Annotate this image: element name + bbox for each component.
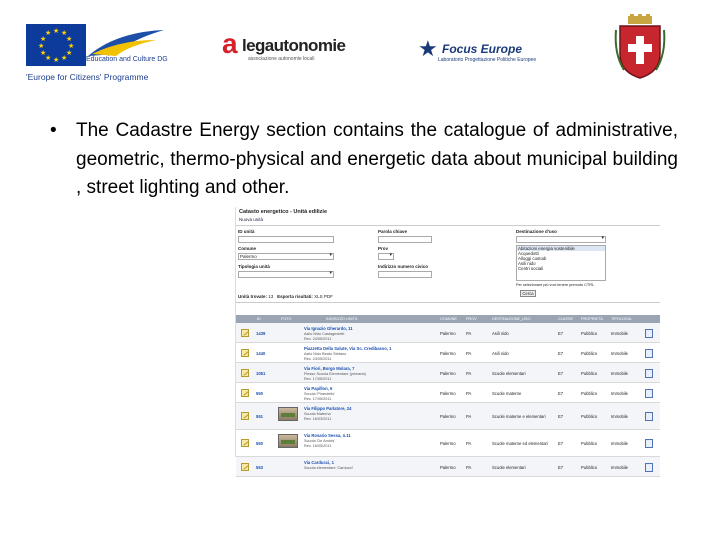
table-row[interactable] — [236, 323, 660, 343]
parola-input[interactable] — [378, 236, 432, 243]
col-tipologia[interactable]: TIPOLOGIA — [611, 317, 632, 321]
row-tipologia: Immobile — [611, 414, 628, 419]
row-destinazione: Scuole elementari — [492, 371, 526, 376]
row-tipologia: Immobile — [611, 351, 628, 356]
document-icon[interactable] — [645, 439, 653, 448]
embedded-screenshot — [235, 207, 660, 470]
col-prov[interactable]: PROV — [466, 317, 477, 321]
document-icon[interactable] — [645, 349, 653, 358]
row-comune: Palermo — [440, 465, 456, 470]
edit-icon[interactable] — [241, 329, 249, 337]
building-photo[interactable] — [278, 407, 298, 421]
row-prov: PA — [466, 465, 472, 470]
list-item[interactable]: Abitazioni energia sostenibile — [517, 246, 605, 251]
row-id[interactable]: 553 — [256, 465, 263, 470]
id-input[interactable] — [238, 236, 334, 243]
document-icon[interactable] — [645, 412, 653, 421]
edit-icon[interactable] — [241, 349, 249, 357]
table-row[interactable] — [236, 363, 660, 383]
row-id[interactable]: 550 — [256, 441, 263, 446]
row-address[interactable]: Piazzetta Della Salute, Via Sc. Credibasso, 1 — [304, 346, 392, 351]
municipal-crest-icon — [614, 14, 666, 80]
row-address[interactable]: Via Carducci, 1 — [304, 460, 334, 465]
row-proprieta: Pubblico — [581, 351, 598, 356]
row-proprieta: Pubblico — [581, 371, 598, 376]
row-comune: Palermo — [440, 391, 456, 396]
prov-label: Prov — [378, 246, 389, 251]
row-tipologia: Immobile — [611, 441, 628, 446]
row-id[interactable]: 1440 — [256, 351, 266, 356]
comune-select[interactable]: Palermo ▾ — [238, 253, 334, 260]
eu-flag-logo: ★ ★ ★ ★ ★ ★ ★ ★ ★ ★ ★ ★ — [26, 24, 86, 66]
row-proprieta: Pubblico — [581, 414, 598, 419]
table-row[interactable] — [236, 457, 660, 477]
comune-label: Comune — [238, 246, 256, 251]
row-classe: E7 — [558, 351, 564, 356]
row-destinazione: Scuole materne ed elementari — [492, 441, 548, 446]
row-description: Scuola 'Pirandello' — [304, 392, 335, 396]
results-label: Unità trovate: — [238, 294, 268, 299]
row-prov: PA — [466, 414, 472, 419]
row-destinazione: Scuole materne — [492, 391, 522, 396]
edit-icon[interactable] — [241, 412, 249, 420]
document-icon[interactable] — [645, 389, 653, 398]
row-prov: PA — [466, 331, 472, 336]
edit-icon[interactable] — [241, 389, 249, 397]
edit-icon[interactable] — [241, 369, 249, 377]
bullet-text: The Cadastre Energy section contains the catalogue of administrative, geometric, thermo-physical and energetic data about municipal building , street lighting and other. — [76, 120, 678, 198]
row-classe: E7 — [558, 441, 564, 446]
row-prov: PA — [466, 391, 472, 396]
row-description: Scuola elementare 'Carducci' — [304, 466, 354, 470]
col-destinazione[interactable]: DESTINAZIONE_USO — [492, 317, 531, 321]
row-comune: Palermo — [440, 331, 456, 336]
col-comune[interactable]: COMUNE — [440, 317, 457, 321]
filter-panel — [236, 225, 660, 303]
building-photo[interactable] — [278, 434, 298, 448]
col-classe[interactable]: CLASSE — [558, 317, 573, 321]
bullet-dot: • — [50, 120, 57, 141]
row-proprieta: Pubblico — [581, 441, 598, 446]
document-icon[interactable] — [645, 463, 653, 472]
new-unit-link[interactable]: Nuova unità — [239, 217, 264, 222]
results-count: 13 — [268, 294, 274, 299]
document-icon[interactable] — [645, 329, 653, 338]
row-revision: Rev. 24/05/2011 — [304, 337, 332, 341]
row-classe: E7 — [558, 371, 564, 376]
list-item[interactable]: Asili nido — [518, 261, 536, 266]
row-tipologia: Immobile — [611, 391, 628, 396]
table-row[interactable] — [236, 403, 660, 430]
lega-a-icon: a — [222, 28, 238, 59]
row-id[interactable]: 1439 — [256, 331, 266, 336]
document-icon[interactable] — [645, 369, 653, 378]
row-prov: PA — [466, 351, 472, 356]
row-classe: E7 — [558, 465, 564, 470]
row-comune: Palermo — [440, 414, 456, 419]
indirizzo-label: Indirizzo numero civico — [378, 264, 429, 269]
focus-name: Focus Europe — [442, 42, 523, 56]
row-comune: Palermo — [440, 441, 456, 446]
parola-label: Parola chiave — [378, 229, 408, 234]
row-revision: Rev. 17/05/2011 — [304, 397, 332, 401]
destinazione-listbox[interactable] — [516, 245, 606, 281]
row-id[interactable]: 551 — [256, 414, 263, 419]
edit-icon[interactable] — [241, 463, 249, 471]
tipologia-label: Tipologia unità — [238, 264, 270, 269]
cerca-button[interactable]: Cerca — [520, 290, 536, 297]
star-icon: ★ — [418, 36, 438, 61]
row-address[interactable]: Via Ignazio Gherardo, 11 — [304, 326, 353, 331]
row-id[interactable]: 550 — [256, 391, 263, 396]
table-header — [236, 315, 660, 323]
row-comune: Palermo — [440, 371, 456, 376]
row-revision: Rev. 24/05/2011 — [304, 357, 332, 361]
row-destinazione: Scuole elementari — [492, 465, 526, 470]
list-item[interactable]: Centri sociali — [518, 266, 544, 271]
row-tipologia: Immobile — [611, 371, 628, 376]
row-classe: E7 — [558, 331, 564, 336]
row-destinazione: Scuole materne e elementari — [492, 414, 546, 419]
table-row[interactable] — [236, 383, 660, 403]
destinazione-select[interactable] — [516, 236, 606, 243]
tipologia-select[interactable] — [238, 271, 334, 278]
export-label: Esporta risultati: — [277, 294, 313, 299]
col-proprieta[interactable]: PROPRIETÀ — [581, 317, 603, 321]
row-tipologia: Immobile — [611, 465, 628, 470]
row-prov: PA — [466, 371, 472, 376]
row-destinazione: Asili nido — [492, 351, 509, 356]
row-description: Asilo Nido Castagnoletti — [304, 332, 345, 336]
row-proprieta: Pubblico — [581, 465, 598, 470]
col-foto[interactable]: FOTO — [281, 317, 292, 321]
row-description: Asilo Nido Beato Stefano — [304, 352, 347, 356]
destinazione-label: Destinazione d'uso — [516, 229, 557, 234]
table-row[interactable] — [236, 343, 660, 363]
col-id[interactable]: ID — [257, 317, 261, 321]
shot-title: Catasto energetico - Unità edilizie — [239, 209, 328, 215]
row-description: Scuola 'De Amicis' — [304, 439, 335, 443]
row-address[interactable]: Via Filippo Parlatore, 24 — [304, 406, 352, 411]
row-address[interactable]: Via Fiori, Borgo Molara, 7 — [304, 366, 355, 371]
list-item[interactable]: Alloggi custodi — [518, 256, 547, 261]
row-tipologia: Immobile — [611, 331, 628, 336]
row-proprieta: Pubblico — [581, 331, 598, 336]
row-comune: Palermo — [440, 351, 456, 356]
row-description: Scuola Materna — [304, 412, 331, 416]
list-item[interactable]: Acquedotti — [518, 251, 539, 256]
prov-select[interactable] — [378, 253, 394, 260]
row-address[interactable]: Via Rosario Sessa, n.11 — [304, 433, 351, 438]
row-revision: Rev. 16/05/2011 — [304, 444, 332, 448]
results-table — [236, 315, 660, 477]
table-row[interactable] — [236, 430, 660, 457]
row-classe: E7 — [558, 414, 564, 419]
edit-icon[interactable] — [241, 439, 249, 447]
row-description: Plesso Scuola Elementare (primaria) — [304, 372, 366, 376]
row-revision: Rev. 16/03/2011 — [304, 417, 332, 421]
indirizzo-input[interactable] — [378, 271, 432, 278]
multiselect-note: Per selezionare più voci tenere premuto CTRL — [516, 283, 595, 287]
results-summary — [238, 294, 333, 299]
edu-logo-caption: Education and Culture DG — [86, 56, 168, 63]
row-destinazione: Asili nido — [492, 331, 509, 336]
col-indirizzo[interactable]: INDIRIZZO UNITÀ — [326, 317, 358, 321]
id-label: ID unità — [238, 229, 255, 234]
row-id[interactable]: 1051 — [256, 371, 266, 376]
lega-name: legautonomie — [242, 36, 346, 55]
programme-caption: 'Europe for Citizens' Programme — [26, 72, 149, 82]
row-classe: E7 — [558, 391, 564, 396]
row-revision: Rev. 17/05/2011 — [304, 377, 332, 381]
focus-sub: Laboratorio Progettazione Politiche Europee — [438, 57, 537, 63]
lega-sub: associazione autonomie locali — [248, 56, 315, 62]
row-prov: PA — [466, 441, 472, 446]
export-links[interactable]: XLS PDF — [314, 294, 333, 299]
row-address[interactable]: Via Papillon, 6 — [304, 386, 333, 391]
row-proprieta: Pubblico — [581, 391, 598, 396]
